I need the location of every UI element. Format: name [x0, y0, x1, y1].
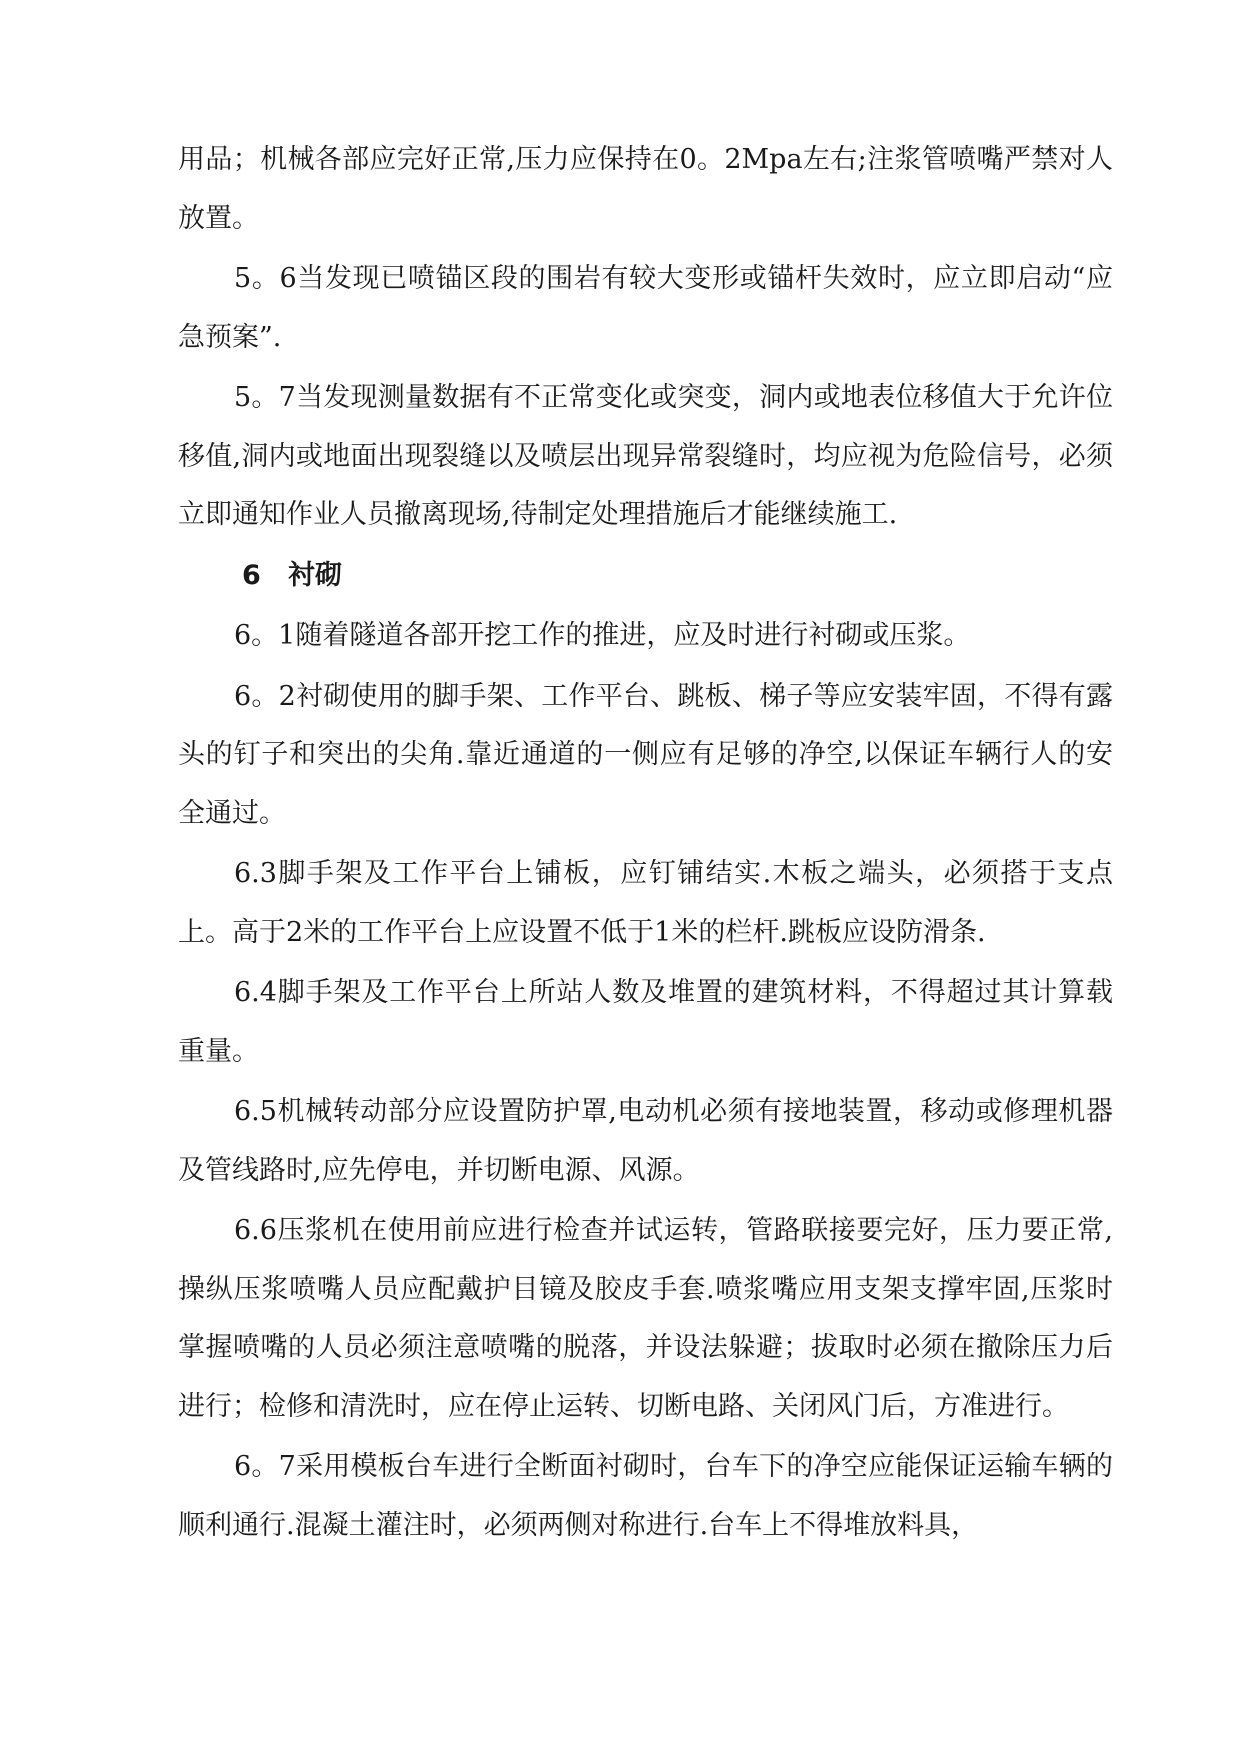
section-heading [178, 547, 1113, 606]
paragraph-6-4: 6.4脚手架及工作平台上所站人数及堆置的建筑材料，不得超过其计算载重量。 [178, 977, 1113, 1067]
paragraph-6-3: 6.3脚手架及工作平台上铺板，应钉铺结实.木板之端头，必须搭于支点上。高于2米的工作平台上应设置不低于1米的栏杆.跳板应设防滑条. [178, 858, 1113, 948]
document-body [178, 131, 1113, 1557]
paragraph-6-5: 6.5机械转动部分应设置防护罩,电动机必须有接地装置，移动或修理机器及管线路时,应先停电，并切断电源、风源。 [178, 1096, 1113, 1186]
paragraph-6-7: 6。7采用模板台车进行全断面衬砌时，台车下的净空应能保证运输车辆的顺利通行.混凝土灌注时，必须两侧对称进行.台车上不得堆放料具， [178, 1451, 1113, 1541]
paragraph-6-2: 6。2衬砌使用的脚手架、工作平台、跳板、梯子等应安装牢固，不得有露头的钉子和突出的尖角.靠近通道的一侧应有足够的净空,以保证车辆行人的安全通过。 [178, 680, 1113, 829]
paragraph-5-7: 5。7当发现测量数据有不正常变化或突变，洞内或地表位移值大于允许位移值,洞内或地面出现裂缝以及喷层出现异常裂缝时，均应视为危险信号，必须立即通知作业人员撤离现场,待制定处理措施后才能继续施工. [178, 382, 1113, 530]
paragraph-continuation: 用品；机械各部应完好正常,压力应保持在0。2Mpa左右;注浆管喷嘴严禁对人放置。 [178, 144, 1113, 234]
section-title: 衬砌 [288, 559, 342, 591]
paragraph-6-6: 6.6压浆机在使用前应进行检查并试运转，管路联接要完好，压力要正常,操纵压浆喷嘴人员应配戴护目镜及胶皮手套.喷浆嘴应用支架支撑牢固,压浆时掌握喷嘴的人员必须注意喷嘴的脱落，并设法躲避；拔取时必须在撤除压力后进行；检修和清洗时，应在停止运转、切断电路、关闭风门后，方准进行。 [178, 1215, 1113, 1422]
section-number: 6 [242, 559, 261, 591]
paragraph-6-1: 6。1随着隧道各部开挖工作的推进，应及时进行衬砌或压浆。 [234, 620, 971, 651]
paragraph-5-6: 5。6当发现已喷锚区段的围岩有较大变形或锚杆失效时，应立即启动“应急预案”. [178, 263, 1113, 353]
